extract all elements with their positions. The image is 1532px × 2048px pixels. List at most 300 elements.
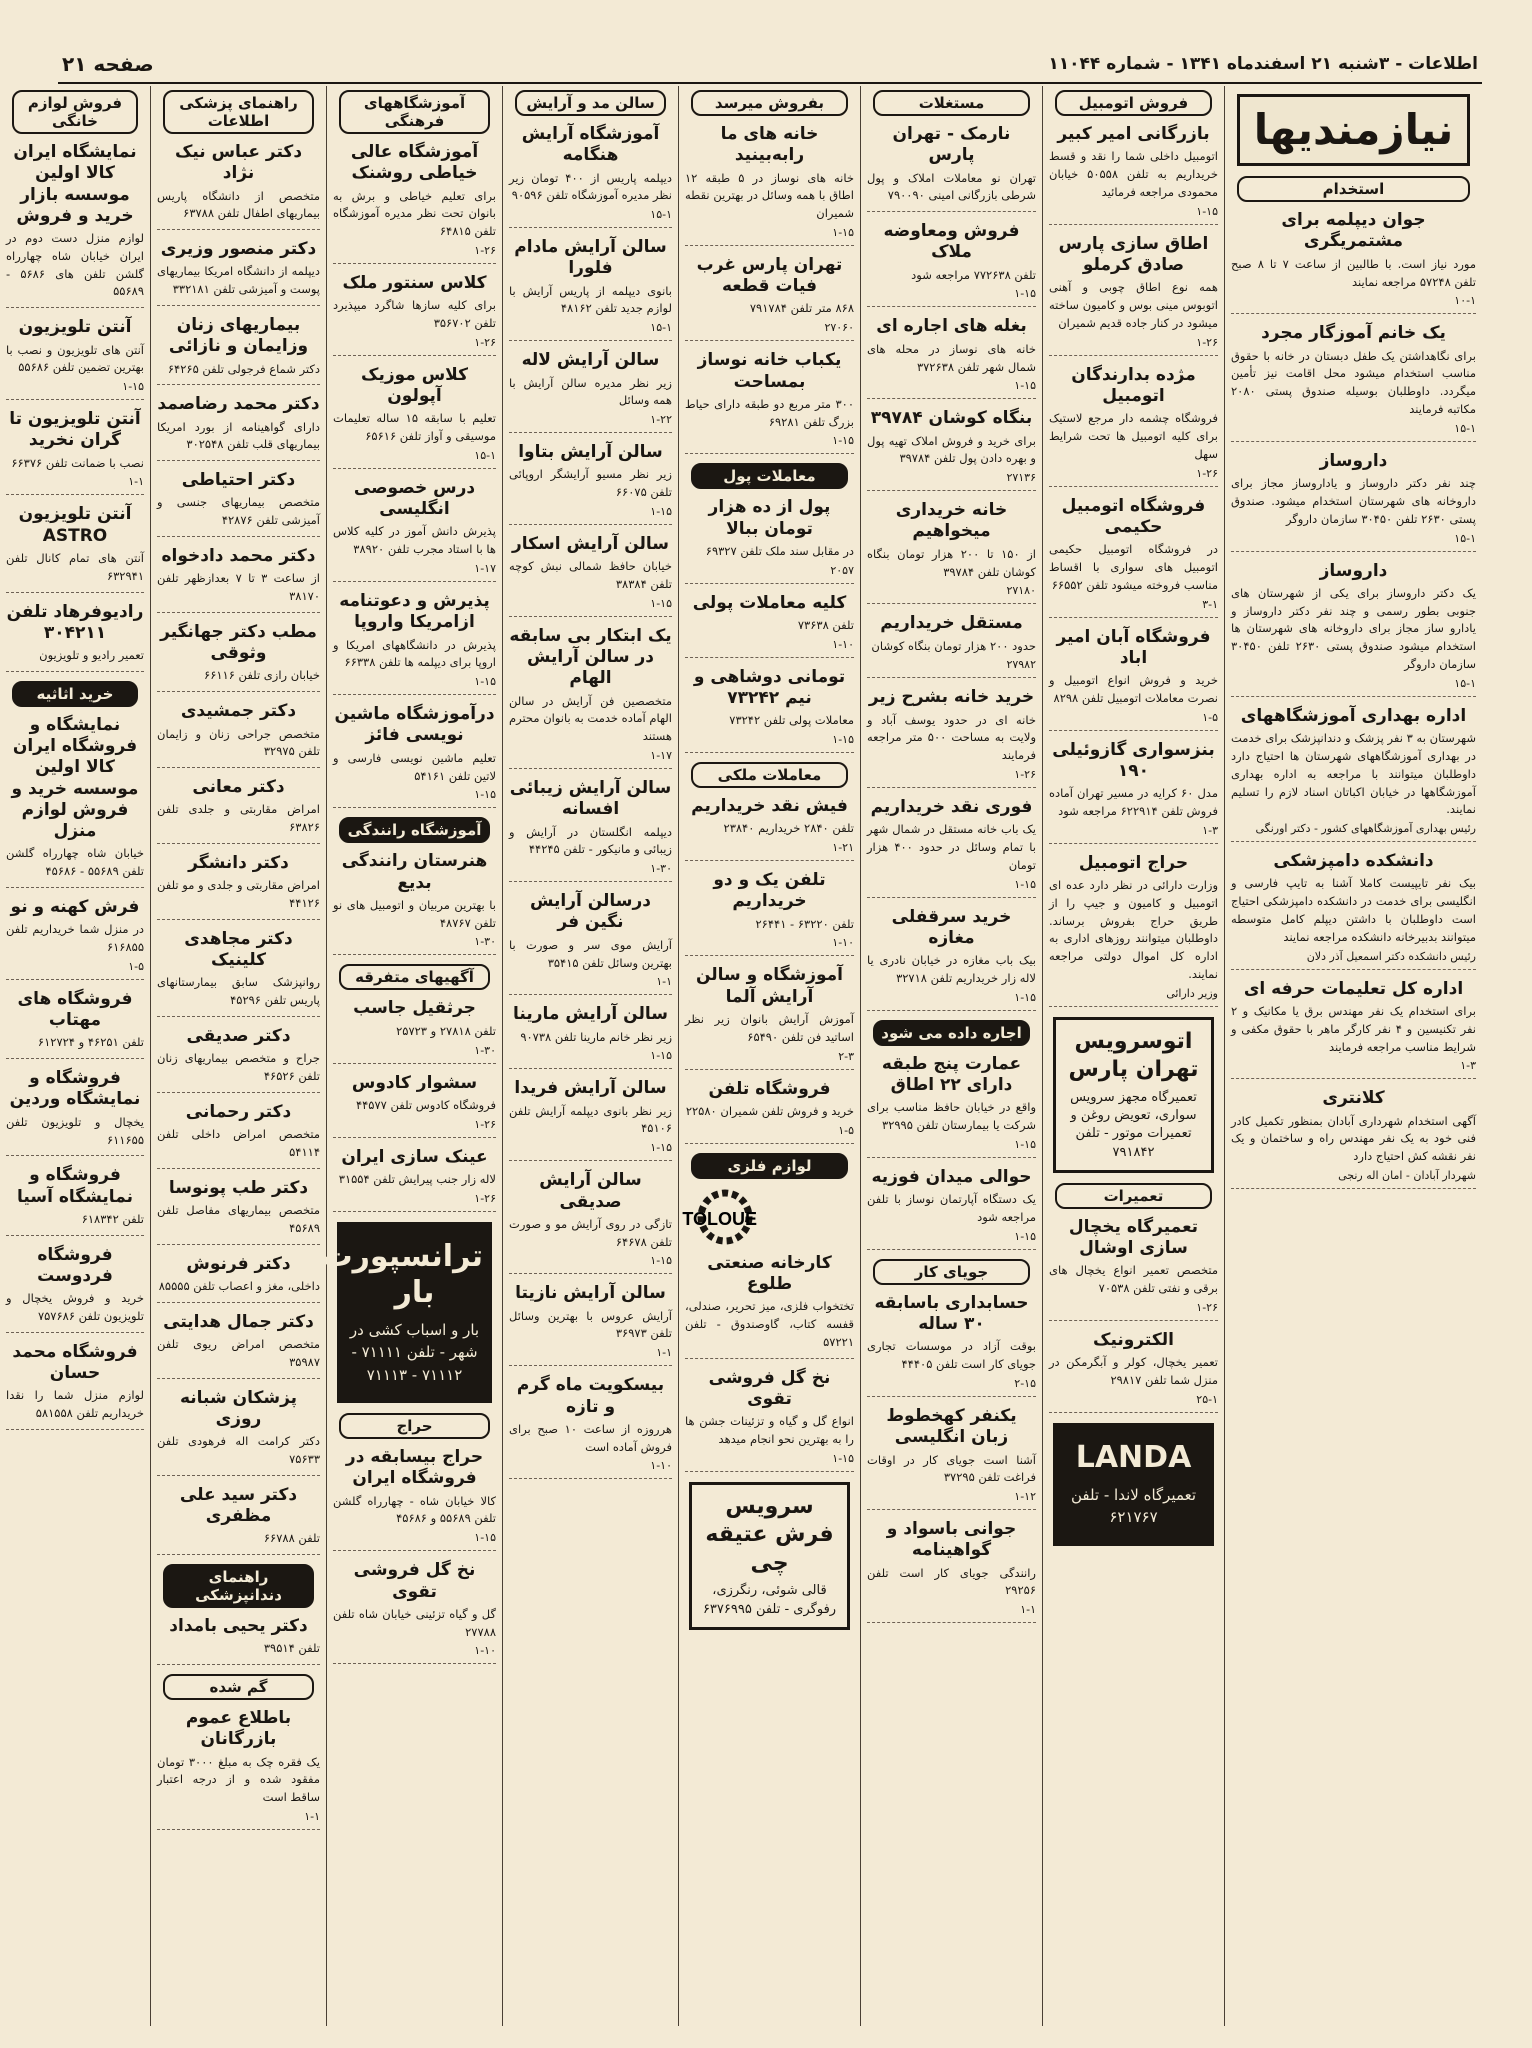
ad-code: ۱-۱۵ (1196, 204, 1218, 218)
ad-code: ۱-۱۵ (1014, 379, 1036, 393)
masthead (58, 52, 1482, 84)
ad-body: لوازم منزل دست دوم در ایران خیابان شاه چهارراه گلشن تلفن های ۵۶۸۶ - ۵۵۶۸۹ (6, 231, 144, 299)
ad-body: از ساعت ۳ تا ۷ بعدازظهر تلفن ۳۸۱۷۰ (157, 571, 320, 604)
ad-title: پذیرش و دعوتنامه ازامریکا واروپا (339, 591, 490, 633)
ad-title: آنتن تلویزیون تا گران نخرید (9, 409, 141, 451)
ad-footer (1231, 1059, 1476, 1072)
ad-code: ۱-۳۰ (474, 935, 496, 949)
ad-body: خیابان رازی تلفن ۶۶۱۱۶ (204, 668, 320, 683)
ad-footer (1231, 422, 1476, 435)
ad-code: ۱-۲۶ (474, 1191, 496, 1205)
ad-title: خرید خانه بشرح زیر (868, 687, 1035, 708)
ad-title: سالن آرایش نازیتا (515, 1283, 666, 1304)
ad-code: ۱-۳ (1460, 1059, 1476, 1073)
ad-title: دکتر جمال هدایتی (163, 1311, 314, 1332)
classified-ad (333, 273, 496, 356)
ad-footer (1049, 1393, 1218, 1406)
ad-title: تومانی دوشاهی و نیم ۷۳۲۴۲ (693, 666, 846, 708)
classified-ad (157, 1616, 320, 1665)
ad-title: اداره کل تعلیمات حرفه ای (1243, 978, 1464, 999)
classified-ad (685, 350, 854, 454)
ad-title: فروش ومعاوضه ملاک (883, 221, 1020, 263)
ad-footer (1231, 950, 1476, 963)
ad-code: ۱-۱ (656, 975, 672, 989)
ad-body: رانندگی جویای کار است تلفن ۲۹۲۵۶ (867, 1565, 1036, 1598)
ad-title: کلانتری (1322, 1088, 1385, 1109)
ad-title: فروشگاه و نمایشگاه وردین (9, 1068, 141, 1110)
classified-ad (1231, 706, 1476, 842)
classified-ad (1049, 627, 1218, 731)
ad-footer (685, 638, 854, 651)
classified-ad (157, 1708, 320, 1830)
ad-code: ۱۵-۱ (650, 321, 672, 335)
classified-ad (685, 870, 854, 956)
ad-footer (867, 1490, 1036, 1503)
section-heading: معاملات ملکی (691, 762, 848, 788)
classified-ad (685, 796, 854, 861)
ad-footer (867, 1603, 1036, 1616)
ad-body: معاملات پولی تلفن ۷۳۲۴۲ (729, 713, 854, 728)
ad-code: ۱-۱۵ (474, 788, 496, 802)
ad-body: تازگی در روی آرایش مو و صورت تلفن ۶۴۶۷۸ (509, 1216, 672, 1249)
section-heading: فروش لوازم خانگی (12, 90, 138, 134)
classified-ad (333, 365, 496, 469)
ad-body: تهران نو معاملات املاک و پول شرطی بازرگانی امینی ۷۹۰۰۹۰ (867, 170, 1036, 203)
ad-title: دانشکده دامپزشکی (1273, 851, 1434, 872)
ad-title: فروشگاه محمد حسان (12, 1341, 138, 1383)
ad-footer (1231, 822, 1476, 835)
classified-ad (509, 1170, 672, 1274)
ad-body: زیر نظر مسیو آرایشگر اروپائی تلفن ۶۶۰۷۵ (509, 467, 672, 500)
ad-title: دکتر محمد رضاصمد (157, 394, 320, 415)
ad-footer (867, 379, 1036, 392)
ad-code: رئیس بهداری آموزشگاههای کشور - دکتر اورنگی (1255, 822, 1476, 836)
ad-body: امراض مقاربتی و جلدی و مو تلفن ۴۴۱۲۶ (157, 878, 320, 911)
boxed-ad-title: اتوسرویس تهران پارس (1068, 1028, 1199, 1083)
ad-body: آگهی استخدام شهرداری آبادان بمنظور تکمیل کادر فنی خود به یک نفر مهندس راه و ساختمان و یک نفر نقشه کش احتیاج دارد (1231, 1113, 1476, 1164)
ad-title: عمارت پنج طبقه دارای ۲۲ اطاق (881, 1053, 1022, 1096)
display-ad-title: ترانسپورت بار (322, 1238, 483, 1310)
ad-body: تلفن ۲۷۸۱۸ و ۲۵۷۲۳ (396, 1023, 496, 1038)
ad-footer (509, 208, 672, 221)
ad-body: دیپلمه انگلستان در آرایش و زیبائی و مانیکور - تلفن ۴۴۲۴۵ (509, 824, 672, 857)
ad-code: ۱-۵ (838, 1123, 854, 1137)
classified-ad (1049, 234, 1218, 356)
ad-title: فروشگاه فردوست (37, 1244, 113, 1286)
ad-body: متخصص بیماریهای مفاصل تلفن ۴۵۶۸۹ (157, 1203, 320, 1235)
classified-ad (867, 1519, 1036, 1623)
ad-body: آموزش آرایش بانوان زیر نظر اساتید فن تلفن ۶۵۴۹۰ (685, 1011, 854, 1044)
section-banner-title: نیازمندیها (1237, 94, 1470, 166)
ad-code: ۱۵-۱ (650, 208, 672, 222)
ad-body: یک باب خانه مستقل در شمال شهر با تمام وسائل در حدود ۴۰۰ هزار تومان (867, 822, 1036, 872)
ad-title: فرش کهنه و نو (10, 897, 140, 917)
classified-ad (509, 1004, 672, 1069)
section-heading: آگهیهای متفرقه (339, 964, 490, 990)
ad-code: ۱-۱۵ (832, 733, 854, 747)
classified-ad (867, 907, 1036, 1011)
ad-title: نمایشگاه ایران کالا اولین موسسه بازار خرید و فروش (13, 142, 137, 226)
classified-ad (1231, 851, 1476, 970)
ad-body: خیابان حافظ شمالی نبش کوچه تلفن ۳۸۳۸۴ (509, 559, 672, 592)
classified-ad (1049, 124, 1218, 225)
ad-title: فیش نقد خریداریم (691, 796, 848, 817)
classified-ad (867, 613, 1036, 678)
column-2 (1042, 86, 1224, 2026)
section-heading: معاملات پول (691, 463, 848, 489)
ad-body: متخصص از دانشگاه پاریس بیماریهای اطفال تلفن ۶۳۷۸۸ (157, 188, 320, 221)
boxed-ad (689, 1482, 850, 1630)
ad-code: ۱۰-۱ (1454, 294, 1476, 308)
ad-footer (1049, 711, 1218, 724)
ad-title: حسابداری باسابقه ۳۰ ساله (874, 1292, 1029, 1335)
ad-code: ۱-۱۵ (832, 225, 854, 239)
ad-code: ۱۵-۱ (1454, 676, 1476, 690)
classified-ad (509, 534, 672, 617)
ad-footer (867, 287, 1036, 300)
ad-title: دکتر طب پونوسا (168, 1177, 309, 1198)
ad-body: امراض مقاربتی و جلدی تلفن ۶۳۸۲۶ (157, 802, 320, 835)
ad-code: ۳-۱ (1202, 597, 1218, 611)
ad-title: داروساز (1319, 450, 1388, 471)
ad-body: روانپزشک سابق بیمارستانهای پاریس تلفن ۴۵۲۹۶ (157, 975, 320, 1008)
ad-title: پول از ده هزار تومان ببالا (708, 497, 831, 539)
ad-body: بانوی دیپلمه از پاریس آرایش با لوازم جدید تلفن ۴۸۱۶۲ (509, 283, 672, 316)
ad-footer (1231, 677, 1476, 690)
ad-code: ۱۵-۱ (1454, 531, 1476, 545)
ad-code: ۱-۱۵ (122, 380, 144, 394)
ad-title: عینک سازی ایران (341, 1146, 488, 1167)
ad-title: تلفن یک و دو خریداریم (713, 870, 826, 912)
ad-title: سالن آرایش لاله (521, 350, 660, 371)
ad-code: ۱-۲۶ (1196, 335, 1218, 349)
ad-body: متخصصین فن آرایش در سالن الهام آماده خدمت به بانوان محترم هستند (509, 693, 672, 744)
classified-ad (157, 777, 320, 844)
ad-body: اتومبیل داخلی شما را نقد و قسط خریداریم به تلفن ۵۰۵۵۸ خیابان محمودی مراجعه فرمائید (1049, 149, 1218, 199)
ad-title: نخ گل فروشی تقوی (353, 1560, 476, 1602)
classified-ad (6, 602, 144, 672)
ad-body: زیر نظر بانوی دیپلمه آرایش تلفن ۴۵۱۰۶ (509, 1103, 672, 1136)
ad-body: لاله زار جنب پیرایش تلفن ۳۱۵۵۴ (338, 1171, 496, 1186)
section-heading: اجاره داده می شود (873, 1020, 1030, 1046)
column-4 (678, 86, 860, 2026)
ad-title: سالن آرایش زیبائی افسانه (509, 778, 672, 820)
classified-ad (6, 1245, 144, 1333)
ad-title: فروشگاه تلفن (708, 1078, 831, 1099)
ad-title: یک ابتکار بی سابقه در سالن آرایش الهام (509, 625, 672, 689)
ad-footer (6, 380, 144, 393)
classified-ad (685, 1368, 854, 1472)
ad-title: جوانی باسواد و گواهینامه (886, 1519, 1017, 1561)
classified-ad (157, 1102, 320, 1169)
ad-footer (1049, 598, 1218, 611)
ad-footer (685, 564, 854, 577)
ad-body: متخصص امراض ریوی تلفن ۳۵۹۸۷ (157, 1336, 320, 1369)
ad-title: فروشگاه آبان امیر اباد (1056, 626, 1211, 668)
ad-title: بغله های اجاره ای (876, 316, 1027, 337)
ad-footer (1049, 987, 1218, 1000)
ad-title: باطلاع عموم بازرگانان (185, 1708, 292, 1750)
ad-body: انواع گل و گیاه و تزئینات جشن ها را به بهترین نحو انجام میدهد (685, 1414, 854, 1446)
ad-title: جوان دیپلمه برای مشتمریگری (1281, 210, 1426, 252)
classified-ad (1231, 451, 1476, 552)
gear-logo-icon (681, 1187, 845, 1247)
ad-title: دکتر عباس نیک نژاد (174, 142, 303, 184)
ad-body: تعمیر یخچال، کولر و آبگرمکن در منزل شما تلفن ۲۹۸۱۷ (1049, 1355, 1218, 1387)
ad-footer (685, 1124, 854, 1137)
classified-ad (157, 1026, 320, 1093)
ad-code: ۱-۱۲ (1014, 1490, 1036, 1504)
ad-code: ۱-۲۶ (474, 1117, 496, 1131)
ad-body: دیپلمه از دانشگاه امریکا بیماریهای پوست و آمیزشی تلفن ۳۳۲۱۸۱ (157, 264, 320, 297)
ad-body: تلفن ۷۷۲۶۳۸ مراجعه شود (911, 267, 1036, 282)
ad-footer (1049, 467, 1218, 480)
classified-ad (867, 408, 1036, 491)
ad-body: آرایش موی سر و صورت با بهترین وسائل تلفن ۳۵۴۱۵ (509, 937, 672, 970)
ad-title: دکتر فرنوش (186, 1253, 291, 1274)
display-ad (1053, 1423, 1214, 1546)
ad-body: آرایش عروس با بهترین وسائل تلفن ۳۶۹۷۳ (509, 1308, 672, 1341)
ad-title: درآموزشگاه ماشین نویسی فائز (334, 704, 495, 746)
ad-footer (867, 1377, 1036, 1390)
classified-ad (867, 797, 1036, 898)
ad-title: مژده بدارندگان اتومبیل (1071, 364, 1196, 406)
ad-title: مستقل خریداریم (880, 613, 1023, 634)
ad-body: از ۱۵۰ تا ۲۰۰ هزار تومان بنگاه کوشان تلفن ۳۹۷۸۴ (867, 546, 1036, 579)
classified-ad (509, 350, 672, 433)
ad-body: متخصص تعمیر انواع یخچال های برقی و نفتی تلفن ۷۰۵۳۸ (1049, 1263, 1218, 1296)
ad-body: خیابان شاه چهارراه گلشن تلفن ۵۵۶۸۹ - ۴۵۶۸۶ (6, 846, 144, 879)
classified-ad (157, 853, 320, 920)
ad-footer (333, 788, 496, 801)
classified-ad (157, 1178, 320, 1245)
ad-code: ۱-۱۵ (1014, 990, 1036, 1004)
section-heading: آموزشگاه رانندگی (339, 817, 490, 843)
classified-ad (1049, 1330, 1218, 1413)
ad-body: نصب با ضمانت تلفن ۶۶۳۷۶ (11, 455, 144, 470)
ad-body: آنتن های تلویزیون و نصب با بهترین تضمین تلفن ۵۵۶۸۶ (6, 342, 144, 375)
classified-ad (157, 929, 320, 1017)
ad-code: ۱-۱۵ (650, 1141, 672, 1155)
ad-footer (333, 1044, 496, 1057)
ad-code: ۱۵-۱ (1454, 421, 1476, 435)
classified-ad (1231, 979, 1476, 1080)
ad-footer (867, 658, 1036, 671)
ad-code: ۱-۳ (1202, 823, 1218, 837)
ad-footer (685, 321, 854, 334)
ad-code: ۱-۱۷ (650, 749, 672, 763)
ad-body: زیر نظر خانم مارینا تلفن ۹۰۷۳۸ (520, 1029, 672, 1044)
ad-title: دکتر جمشیدی (180, 701, 297, 722)
ad-body: تلفن ۲۸۴۰ خریداریم ۲۳۸۴۰ (723, 821, 854, 836)
classified-ad (6, 317, 144, 400)
classified-ad (685, 1253, 854, 1359)
ad-body: با بهترین مربیان و اتومبیل های نو تلفن ۴۸۷۶۷ (333, 897, 496, 930)
classified-ad (685, 497, 854, 583)
ad-footer (157, 1810, 320, 1823)
ad-footer (509, 862, 672, 875)
ad-footer (509, 597, 672, 610)
ad-body: تلفن ۳۹۵۱۴ (263, 1641, 320, 1656)
ad-code: ۱-۵ (1202, 710, 1218, 724)
ad-body: آنتن های تمام کانال تلفن ۶۳۲۹۴۱ (6, 550, 144, 583)
ad-footer (333, 935, 496, 948)
ad-body: فروشگاه چشمه دار مرجع لاستیک برای کلیه اتومبیل ها تحت شرایط سهل (1049, 411, 1218, 461)
ad-code: ۱-۳۰ (474, 1043, 496, 1057)
ad-code: ۱-۱۵ (1014, 287, 1036, 301)
ad-body: برای تعلیم خیاطی و برش به بانوان تحت نظر مدیره آموزشگاه تلفن ۶۴۸۱۵ (333, 188, 496, 239)
classified-ad (333, 851, 496, 955)
ad-body: وزارت دارائی در نظر دارد عده ای اتومبیل و کامیون و جیپ را از طریق حراج بفروش برساند. داوطلبان میتوانند روزهای اداری به اداره کل اموال دولتی مراجعه نمایند. (1049, 878, 1218, 982)
classified-ad (867, 1293, 1036, 1397)
ad-code: ۱-۱۰ (650, 1459, 672, 1473)
ad-title: سالن آرایش فریدا (514, 1078, 667, 1099)
section-heading: آموزشگاههای فرهنگی (339, 90, 490, 134)
ad-footer (509, 975, 672, 988)
ad-title: بازرگانی امیر کبیر (1057, 124, 1210, 144)
ad-code: ۲۷۱۳۶ (1006, 471, 1036, 485)
ad-body: داخلی، مغز و اعصاب تلفن ۸۵۵۵۵ (158, 1278, 320, 1293)
ad-body: متخصص جراحی زنان و زایمان تلفن ۳۲۹۷۵ (157, 726, 320, 759)
ad-body: همه نوع اطاق چوبی و آهنی اتوبوس مینی بوس و کامیون ساخته میشود در کنار جاده قدیم شمیران (1049, 280, 1218, 330)
classified-ad (509, 442, 672, 525)
classified-ad (1231, 210, 1476, 314)
ad-body: خانه های نوساز در ۵ طبقه ۱۲ اطاق با همه وسائل در بهترین نقطه شمیران (685, 170, 854, 221)
ad-body: گل و گیاه تزئینی خیابان شاه تلفن ۲۷۷۸۸ (333, 1606, 496, 1639)
ad-footer (333, 336, 496, 349)
ad-title: داروساز (1319, 560, 1388, 581)
classified-ad (685, 965, 854, 1069)
section-heading: لوازم فلزی (691, 1153, 848, 1179)
classified-ad (1049, 740, 1218, 844)
ad-code: ۱-۱۵ (474, 1531, 496, 1545)
ad-title: فروشگاه های مهتاب (17, 988, 133, 1031)
ad-body: بیک نفر تایپیست کاملا آشنا به تایپ فارسی و انگلیسی برای خدمت در دانشکده دامپزشکی احتیاج است داوطلبان با داشتن دیپلم کامل متوسطه میتوانند بدبیرخانه دانشکده مراجعه نمایند (1231, 876, 1476, 944)
ad-title: دکتر احتیاطی (181, 470, 296, 491)
classified-ad (867, 687, 1036, 788)
ad-footer (509, 1254, 672, 1267)
boxed-ad-title: سرویس فرش عتیقه چی (705, 1493, 834, 1576)
ad-code: ۱-۲۲ (650, 413, 672, 427)
section-heading: استخدام (1237, 176, 1470, 202)
ad-body: بیک باب مغازه در خیابان نادری یا لاله زار خریداریم تلفن ۳۲۷۱۸ (867, 953, 1036, 986)
ad-title: دکتر محمد دادخواه (161, 546, 316, 567)
ad-title: جرثقیل جاسب (353, 998, 476, 1019)
ad-footer (509, 505, 672, 518)
ad-title: آموزشگاه عالی خیاطی روشنک (350, 142, 479, 184)
ad-footer (509, 749, 672, 762)
ad-code: ۱۵-۱ (474, 448, 496, 462)
section-heading: جویای کار (873, 1259, 1030, 1285)
column-5 (502, 86, 678, 2026)
ad-title: نارمک - تهران پارس (892, 124, 1011, 166)
ad-code: وزیر دارائی (1166, 986, 1218, 1000)
classified-ad (1231, 561, 1476, 697)
section-heading: راهنمای دندانپزشکی (163, 1564, 314, 1608)
ad-title: فروشگاه اتومبیل حکیمی (1061, 495, 1206, 537)
section-heading: خرید اثاثیه (12, 681, 138, 707)
ad-code: ۱-۱۵ (1014, 1229, 1036, 1243)
ad-title: حراج اتومبیل (1078, 852, 1189, 873)
classified-ad (157, 1312, 320, 1379)
column-3 (860, 86, 1042, 2026)
section-heading: تعمیرات (1055, 1183, 1212, 1209)
ad-code: ۱-۱ (128, 475, 144, 489)
ad-title: نمایشگاه و فروشگاه ایران کالا اولین موسسه خرید و فروش لوازم منزل (11, 714, 139, 842)
display-ad-body: تعمیرگاه لاندا - تلفن ۶۲۱۷۶۷ (1070, 1485, 1197, 1527)
ad-footer (333, 244, 496, 257)
ad-code: ۱-۲۶ (1196, 466, 1218, 480)
ad-title: کلاس سنتور ملک (342, 272, 487, 293)
classified-ad (867, 221, 1036, 307)
classified-ad (333, 591, 496, 695)
ad-footer (685, 733, 854, 746)
ad-title: کلاس موزیک آپولون (361, 364, 468, 407)
ad-code: ۱-۲۱ (832, 841, 854, 855)
ad-body: برای کلیه سازها شاگرد میپذیرد تلفن ۳۵۶۷۰۲ (333, 298, 496, 330)
classified-ad (157, 622, 320, 692)
classified-ad (6, 504, 144, 592)
classified-ad (509, 1375, 672, 1479)
classified-ad (157, 701, 320, 768)
ad-code: رئیس دانشکده دکتر اسمعیل آذر دلان (1306, 949, 1476, 963)
classified-ad (509, 626, 672, 769)
ad-body: دارای گواهینامه از بورد امریکا بیماریهای قلب تلفن ۳۰۲۵۴۸ (157, 419, 320, 452)
ad-body: در فروشگاه اتومبیل حکیمی اتومبیل های سواری با اقساط مناسب فروخته میشود تلفن ۶۶۵۵۲ (1049, 542, 1218, 592)
ad-code: ۱-۱۰ (832, 936, 854, 950)
ad-title: درسالن آرایش نگین فر (529, 891, 652, 933)
ad-body: پذیرش دانش آموز در کلیه کلاس ها با استاد مجرب تلفن ۳۸۹۲۰ (333, 524, 496, 557)
ad-footer (867, 584, 1036, 597)
ad-footer (685, 434, 854, 447)
ad-title: یک خانم آموزگار مجرد (1261, 323, 1446, 344)
ad-footer (1231, 294, 1476, 307)
ad-body: واقع در خیابان حافظ مناسب برای شرکت یا بیمارستان تلفن ۳۲۹۹۵ (867, 1100, 1036, 1133)
ad-title: دکتر رحمانی (185, 1101, 292, 1122)
ad-code: ۲۵-۱ (1196, 1392, 1218, 1406)
classified-ad (333, 704, 496, 808)
ad-code: ۱-۱۵ (1014, 1138, 1036, 1151)
ad-title: دکتر صدیقی (186, 1026, 291, 1046)
ad-code: ۱-۱۵ (650, 1049, 672, 1063)
ad-body: یک دکتر داروساز برای یکی از شهرستان های جنوبی بطور رسمی و چند نفر دکتر داروساز و یادارو ساز مجاز برای داروخانه های شهرستان ها استخدام میشود صندوق پستی ۲۶۳۰ تلفن ۳۰۴۵۰ سازمان داروگر (1231, 585, 1476, 671)
ad-code: ۱-۲۶ (1196, 1300, 1218, 1314)
ad-body: خرید و فروش تلفن شمیران ۲۲۵۸۰ (685, 1103, 854, 1118)
ad-title: نخ گل فروشی تقوی (708, 1367, 831, 1409)
classified-ad (509, 124, 672, 228)
classified-ad (157, 142, 320, 230)
ad-footer (867, 878, 1036, 891)
ad-footer (6, 475, 144, 488)
section-heading: بفروش میرسد (691, 90, 848, 116)
ad-body: یک فقره چک به مبلغ ۳۰۰۰ تومان مفقود شده و از درجه اعتبار ساقط است (157, 1754, 320, 1805)
ad-footer (509, 1346, 672, 1359)
classified-ad (867, 1054, 1036, 1158)
ad-body: تلفن ۶۱۸۳۴۲ (81, 1211, 144, 1226)
ad-footer (1049, 1301, 1218, 1314)
ad-code: ۲۷۰۶۰ (824, 321, 854, 335)
ad-code: ۲۷۹۸۲ (1006, 658, 1036, 672)
company-logo (681, 1187, 854, 1247)
display-ad-body: بار و اسباب کشی در شهر - تلفن ۷۱۱۱۱ - ۷۱۱۱۲ - ۷۱۱۱۳ (349, 1320, 480, 1384)
ad-code: ۱-۲۶ (474, 335, 496, 349)
ad-body: خرید و فروش یخچال و تلویزیون تلفن ۷۵۷۶۸۶ (6, 1291, 144, 1323)
ad-footer (685, 226, 854, 239)
ad-footer (1049, 205, 1218, 218)
boxed-ad-body: قالی شوئی، رنگرزی، رفوگری - تلفن ۶۳۷۶۹۹۵ (702, 1583, 837, 1617)
ad-body: ۸۶۸ متر تلفن ۷۹۱۷۸۴ (749, 301, 854, 316)
ad-footer (867, 471, 1036, 484)
